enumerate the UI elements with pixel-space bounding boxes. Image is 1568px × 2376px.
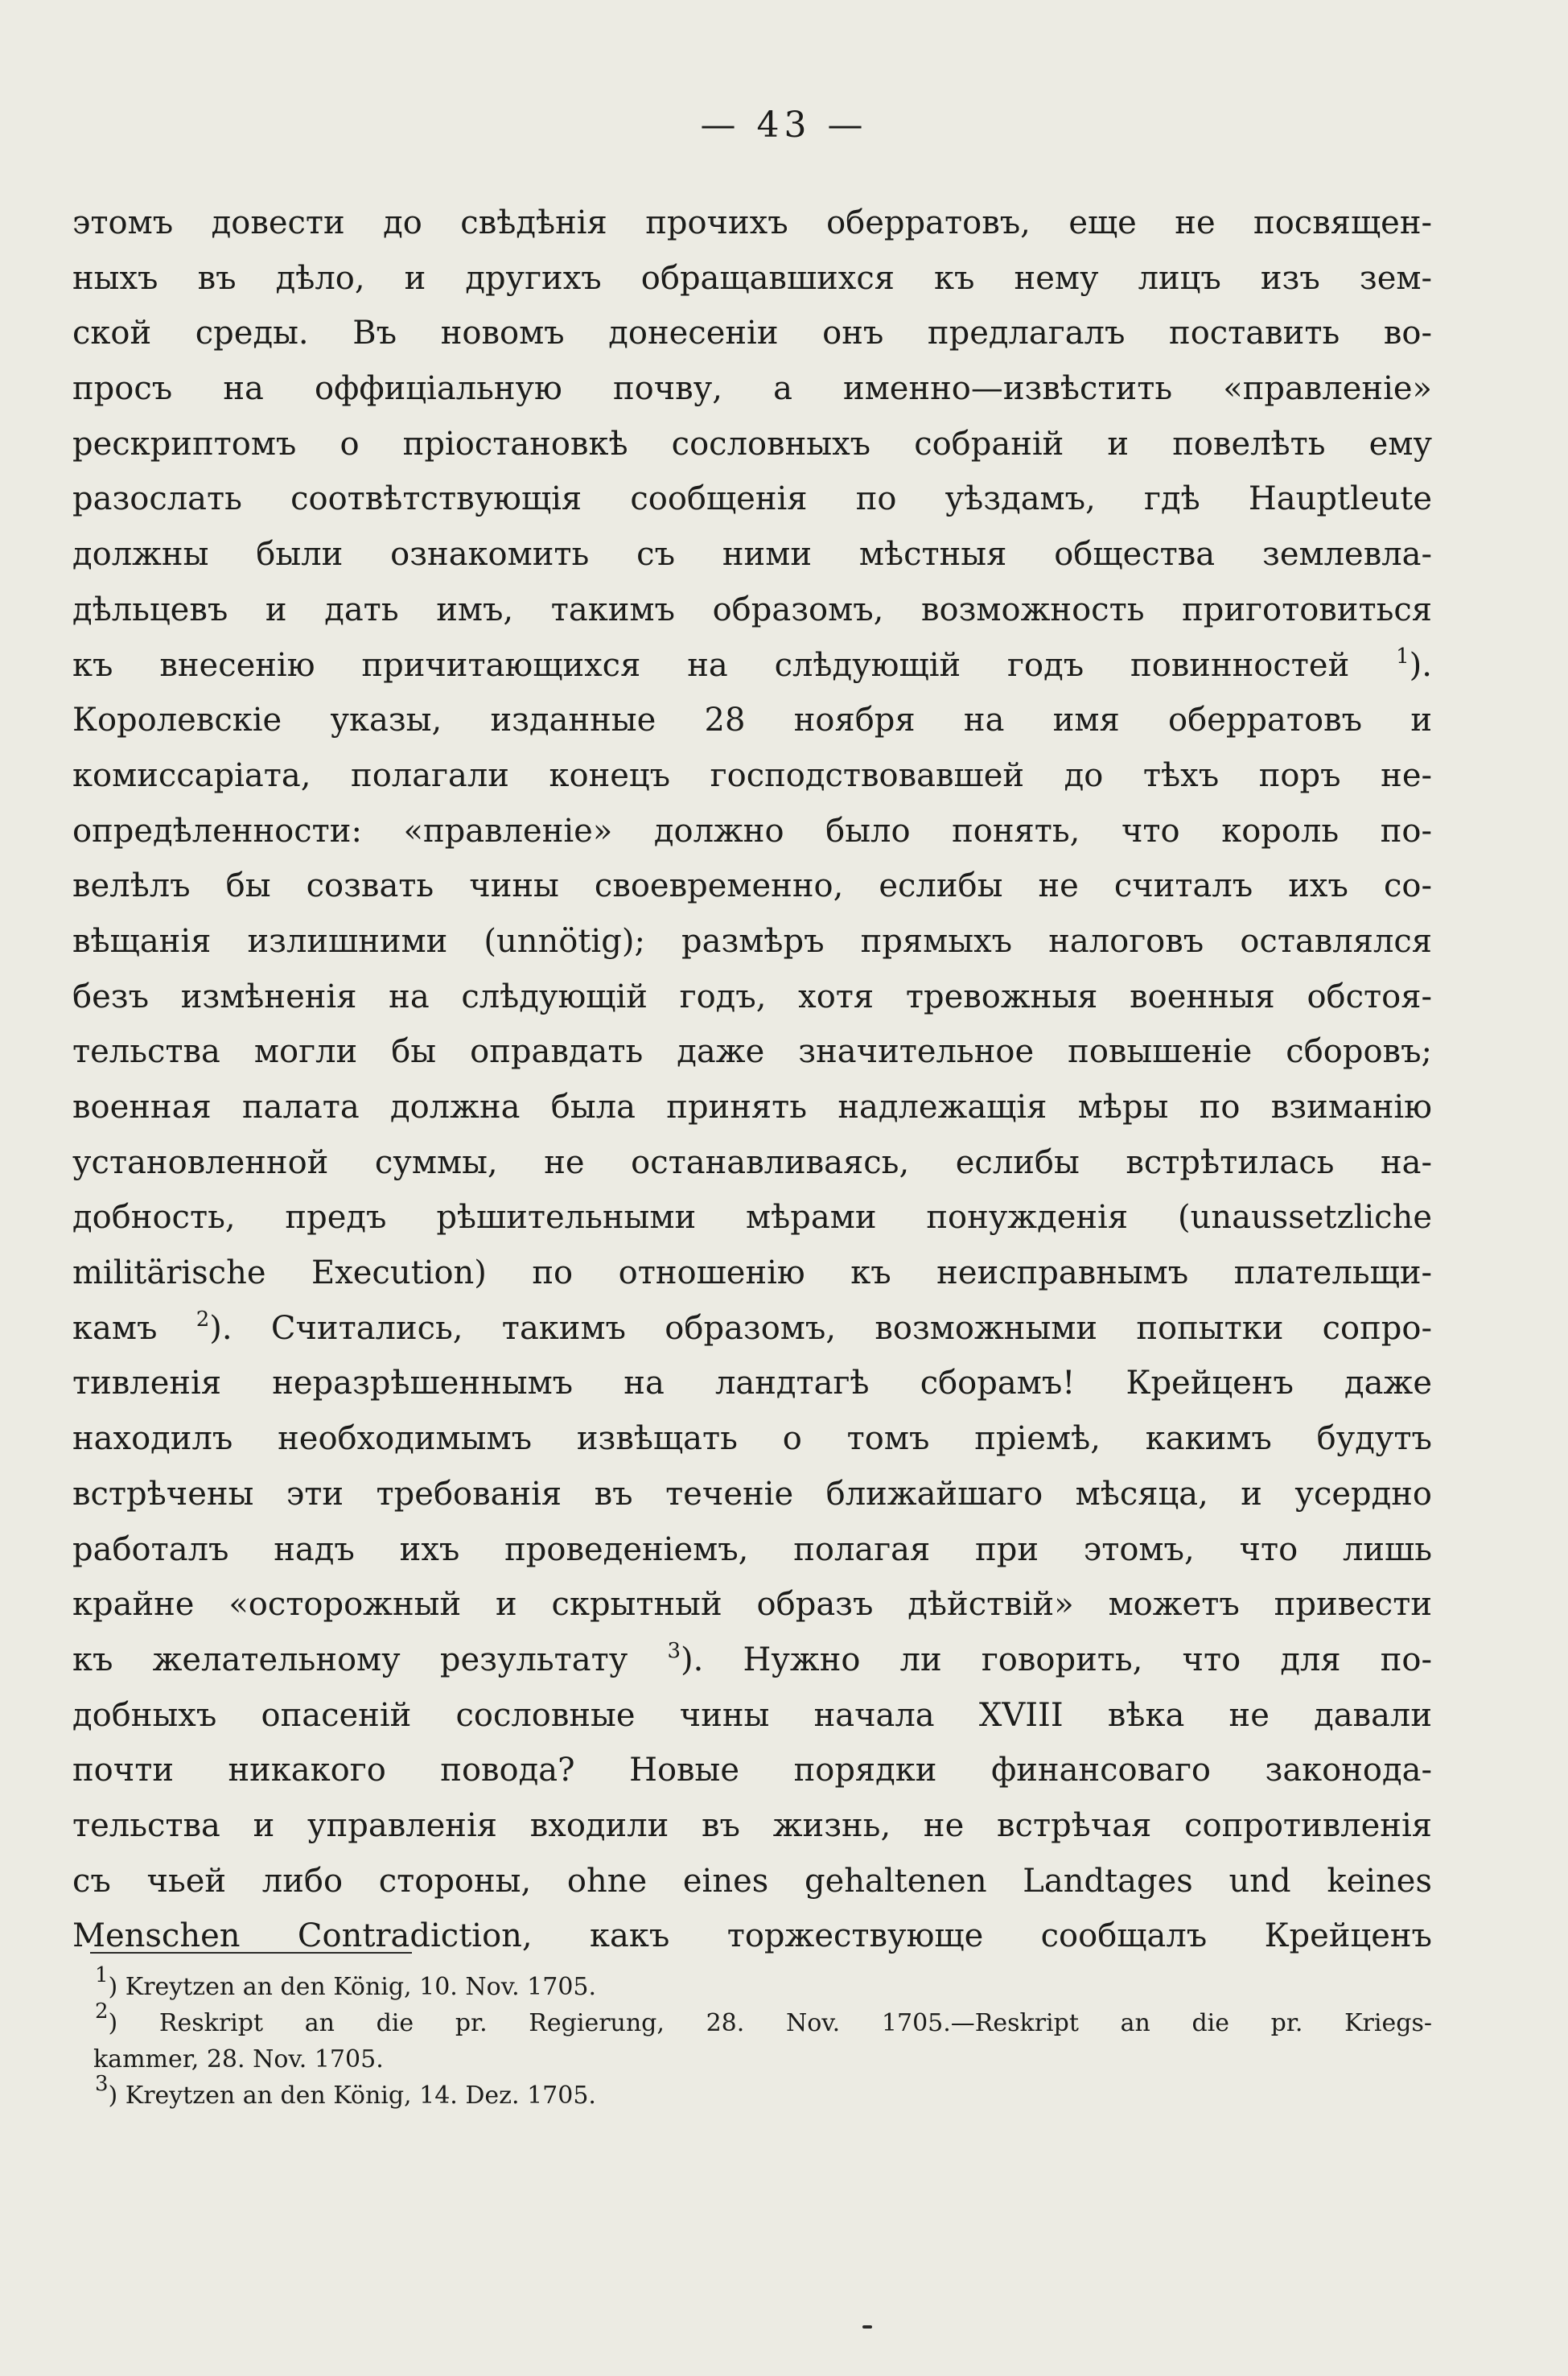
text-segment: ). Нужно ли говорить, что для по- <box>681 1641 1432 1678</box>
footnote-text: ) Reskript an die pr. Regierung, 28. Nov. 1705.—Reskript an die pr. Kriegs- <box>108 2009 1432 2037</box>
text-line: крайне «осторожный и скрытный образъ дѣйствій» можетъ привести <box>72 1586 1432 1624</box>
footnote <box>95 1963 1432 2005</box>
text-segment: къ внесенію причитающихся на слѣдующій годъ повинностей <box>72 646 1350 684</box>
text-line <box>72 1301 1432 1357</box>
footnote-ref: 1 <box>1396 644 1410 669</box>
text-line: съ чьей либо стороны, ohne eines gehaltenen Landtages und keines <box>72 1862 1432 1900</box>
footnote-ref: 3 <box>667 1638 681 1663</box>
text-line: работалъ надъ ихъ проведеніемъ, полагая при этомъ, что лишь <box>72 1530 1432 1568</box>
text-line: опредѣленности: «правленіе» должно было понять, что король по- <box>72 812 1432 850</box>
text-segment: камъ <box>72 1309 158 1347</box>
text-line: militärische Execution) по отношенію къ неисправнымъ плательщи- <box>72 1254 1432 1292</box>
text-line: просъ на оффиціальную почву, а именно—извѣстить «правленіе» <box>72 370 1432 408</box>
footnote-divider <box>90 1952 412 1954</box>
text-segment: ). Считались, такимъ образомъ, возможными попытки сопро- <box>209 1309 1433 1347</box>
text-line: рескриптомъ о пріостановкѣ сословныхъ собраній и повелѣть ему <box>72 425 1432 463</box>
text-line: добность, предъ рѣшительными мѣрами понужденія (unaussetzliche <box>72 1199 1432 1237</box>
text-line: дѣльцевъ и дать имъ, такимъ образомъ, возможность приготовиться <box>72 591 1432 628</box>
footnotes <box>93 1963 1432 2114</box>
footnote <box>95 1999 1432 2041</box>
print-mark <box>862 2325 872 2329</box>
text-line: тельства и управленія входили въ жизнь, не встрѣчая сопротивленія <box>72 1806 1432 1844</box>
footnote-text: ) Kreytzen an den König, 14. Dez. 1705. <box>108 2082 596 2110</box>
text-line: безъ измѣненія на слѣдующій годъ, хотя тревожныя военныя обстоя- <box>72 978 1432 1015</box>
text-line: добныхъ опасеній сословные чины начала XVIII вѣка не давали <box>72 1696 1432 1734</box>
footnote-text: kammer, 28. Nov. 1705. <box>93 2045 384 2073</box>
body-text <box>72 196 1432 1964</box>
text-line: встрѣчены эти требованія въ теченіе ближайшаго мѣсяца, и усердно <box>72 1475 1432 1513</box>
text-line: тивленія неразрѣшеннымъ на ландтагѣ сборамъ! Крейценъ даже <box>72 1365 1432 1402</box>
text-segment: ). <box>1409 646 1432 684</box>
text-line: почти никакого повода? Новые порядки финансоваго законода- <box>72 1752 1432 1789</box>
text-line: находилъ необходимымъ извѣщать о томъ пріемѣ, какимъ будутъ <box>72 1420 1432 1458</box>
text-line: ской среды. Въ новомъ донесеніи онъ предлагалъ поставить во- <box>72 315 1432 352</box>
text-line: вѣщанія излишними (unnötig); размѣръ прямыхъ налоговъ оставлялся <box>72 922 1432 960</box>
page-number: — 43 — <box>700 105 868 146</box>
text-line: тельства могли бы оправдать даже значительное повышеніе сборовъ; <box>72 1033 1432 1071</box>
footnote-mark: 2 <box>95 1999 109 2024</box>
footnote-mark: 1 <box>95 1963 109 1987</box>
text-line <box>72 1633 1432 1688</box>
text-line: военная палата должна была принять надлежащія мѣры по взиманію <box>72 1089 1432 1126</box>
text-line: Menschen Contradiction, какъ торжествующе сообщалъ Крейценъ <box>72 1917 1432 1955</box>
text-line: разослать соотвѣтствующія сообщенія по уѣздамъ, гдѣ Hauptleute <box>72 480 1432 518</box>
footnote <box>95 2072 1432 2114</box>
footnote-mark: 3 <box>95 2072 109 2096</box>
text-line: Королевскіе указы, изданные 28 ноября на имя оберратовъ и <box>72 702 1432 739</box>
footnote-text: ) Kreytzen an den König, 10. Nov. 1705. <box>108 1973 597 2001</box>
text-line <box>72 638 1432 694</box>
text-segment: къ желательному результату <box>72 1641 628 1678</box>
text-line: комиссаріата, полагали конецъ господствовавшей до тѣхъ поръ не- <box>72 756 1432 794</box>
text-line: ныхъ въ дѣло, и другихъ обращавшихся къ нему лицъ изъ зем- <box>72 259 1432 297</box>
text-line: велѣлъ бы созвать чины своевременно, еслибы не считалъ ихъ со- <box>72 867 1432 905</box>
text-line: установленной суммы, не останавливаясь, еслибы встрѣтилась на- <box>72 1143 1432 1181</box>
footnote-continuation <box>93 2041 1432 2077</box>
footnote-ref: 2 <box>195 1307 210 1332</box>
text-line: этомъ довести до свѣдѣнія прочихъ оберратовъ, еще не посвящен- <box>72 204 1432 241</box>
text-line: должны были ознакомить съ ними мѣстныя общества землевла- <box>72 536 1432 574</box>
